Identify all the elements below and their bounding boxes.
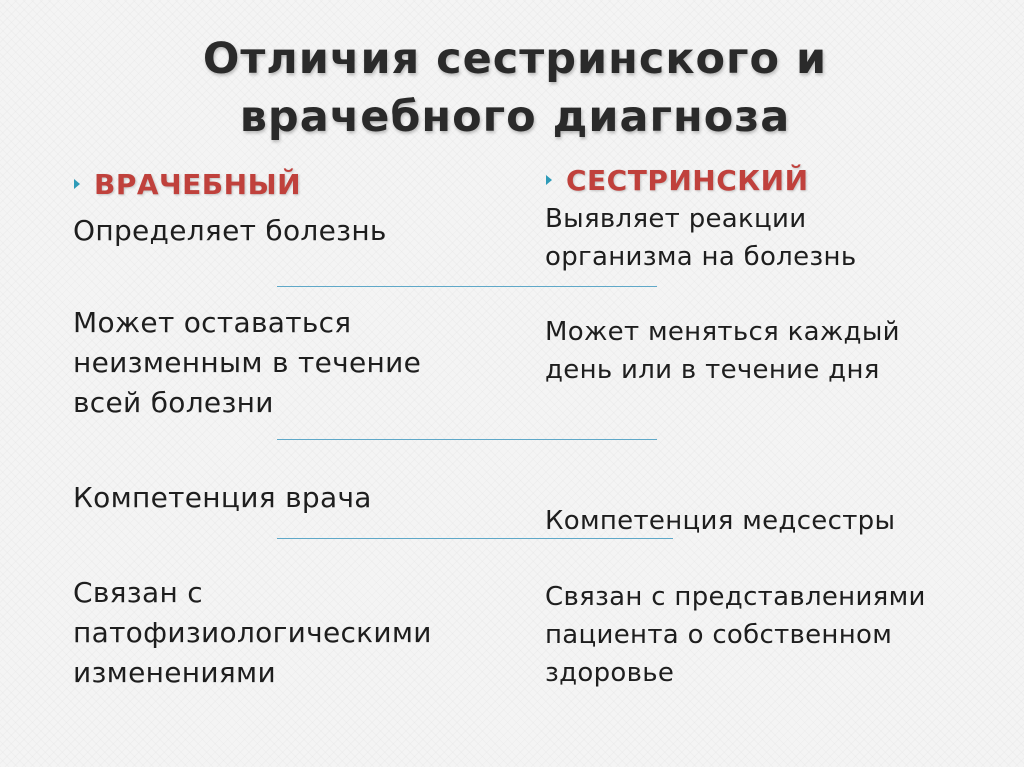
- bullet-arrow-icon: [74, 179, 80, 189]
- right-item-4: Связан с представлениями пациента о собственном здоровье: [545, 582, 926, 688]
- right-item-1: Выявляет реакции организма на болезнь: [545, 204, 857, 272]
- title-line-1: Отличия сестринского и: [202, 34, 828, 84]
- left-item-1: Определяет болезнь: [73, 214, 387, 247]
- right-item-3: Компетенция медсестры: [545, 506, 896, 536]
- slide-title: [110, 30, 920, 146]
- right-item-2: Может меняться каждый день или в течение дня: [545, 317, 900, 385]
- left-item-2: Может оставаться неизменным в течение всей болезни: [73, 306, 422, 419]
- row-separator: [277, 286, 657, 287]
- title-line-2: врачебного диагноза: [239, 92, 791, 142]
- right-column-heading: [546, 162, 809, 198]
- left-item-3: Компетенция врача: [73, 481, 372, 514]
- row-separator: [277, 439, 657, 440]
- left-column-heading: [74, 166, 301, 202]
- right-heading-label: СЕСТРИНСКИЙ: [566, 163, 809, 197]
- row-separator: [277, 538, 673, 539]
- left-item-4: Связан с патофизиологическими изменениями: [73, 576, 432, 689]
- bullet-arrow-icon: [546, 175, 552, 185]
- left-heading-label: ВРАЧЕБНЫЙ: [94, 167, 302, 201]
